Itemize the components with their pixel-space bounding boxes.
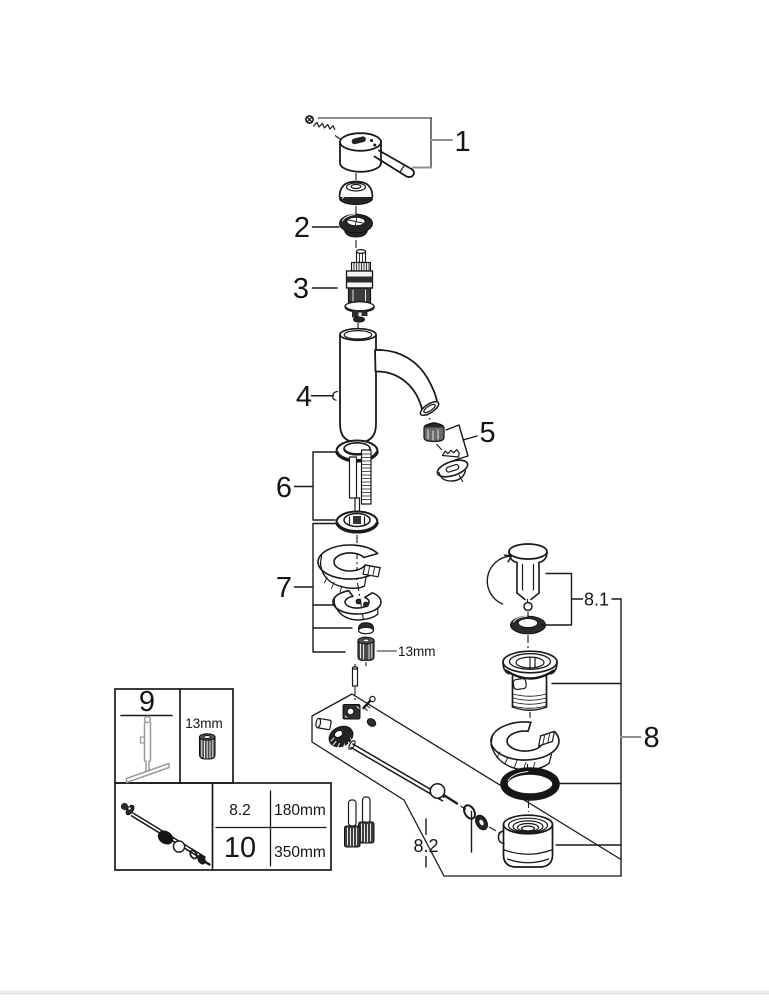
exploded-plane-outline bbox=[312, 694, 621, 876]
drain-plug-icon bbox=[487, 544, 547, 611]
o-ring-icon bbox=[462, 803, 478, 820]
legend-table-r2-length: 350mm bbox=[274, 844, 326, 861]
part-1-lever-handle-drawing bbox=[306, 116, 414, 177]
legend-label-9: 9 bbox=[138, 686, 156, 718]
anchor-plugs-drawing bbox=[345, 797, 375, 847]
callout-label-8-1: 8.1 bbox=[584, 589, 610, 610]
handle-lever-icon bbox=[375, 151, 412, 177]
callout-label-7: 7 bbox=[275, 572, 293, 604]
callout-6 bbox=[276, 452, 335, 520]
spout-icon bbox=[375, 350, 437, 411]
installation-tool-icon bbox=[127, 717, 170, 783]
part-2-ring-nut-drawing bbox=[340, 214, 373, 237]
legend-table-r1-length: 180mm bbox=[274, 802, 326, 819]
callout-label-4: 4 bbox=[295, 381, 313, 413]
drain-wedge-icon bbox=[491, 722, 559, 770]
legend-nut-size-label: 13mm bbox=[185, 716, 223, 731]
rotate-arrow-icon bbox=[487, 556, 511, 604]
callout-label-3: 3 bbox=[292, 273, 310, 305]
legend-rod-icon bbox=[121, 803, 210, 865]
legend-table-r1-ref: 8.2 bbox=[229, 802, 251, 819]
page-bottom-edge bbox=[0, 990, 769, 995]
callout-label-5: 5 bbox=[479, 417, 496, 449]
handle-skirt-cap-drawing bbox=[340, 182, 373, 205]
part-5-aerator-set-drawing bbox=[424, 423, 470, 481]
callout-8-1 bbox=[541, 574, 621, 626]
callout-3 bbox=[293, 273, 337, 305]
nut-size-label: 13mm bbox=[398, 644, 436, 659]
legend-box bbox=[115, 686, 331, 870]
grub-screw-icon bbox=[370, 696, 375, 701]
callout-label-8-2: 8.2 bbox=[413, 836, 439, 856]
plug-seal-icon bbox=[511, 616, 546, 634]
drain-cup-icon bbox=[498, 815, 552, 867]
part-8-2-linkage-drawing bbox=[312, 694, 621, 876]
callout-label-6: 6 bbox=[275, 472, 293, 504]
part-8-drain-assembly-drawing bbox=[487, 544, 559, 867]
callout-label-8: 8 bbox=[643, 722, 660, 754]
callout-13mm bbox=[378, 644, 436, 659]
callout-7 bbox=[276, 524, 352, 653]
callout-label-1: 1 bbox=[454, 126, 471, 158]
legend-table-r2-ref: 10 bbox=[223, 832, 257, 864]
drain-o-ring-icon bbox=[504, 771, 556, 797]
callout-8-2 bbox=[413, 812, 471, 868]
drain-body-icon bbox=[503, 651, 557, 710]
part-3-cartridge-drawing bbox=[345, 250, 374, 323]
part-7-clamp-set-drawing bbox=[318, 545, 381, 660]
part-6-studs-gaskets-drawing bbox=[337, 441, 378, 533]
connector-pin-drawing bbox=[353, 667, 358, 686]
callout-4 bbox=[296, 381, 334, 413]
spring-icon bbox=[314, 122, 335, 129]
callout-8 bbox=[552, 599, 660, 876]
sleeve-nut-icon bbox=[315, 718, 331, 730]
aerator-crown-icon bbox=[443, 450, 460, 457]
callout-2 bbox=[294, 212, 339, 244]
callout-label-2: 2 bbox=[293, 212, 311, 244]
legend-nut-icon bbox=[199, 734, 215, 759]
